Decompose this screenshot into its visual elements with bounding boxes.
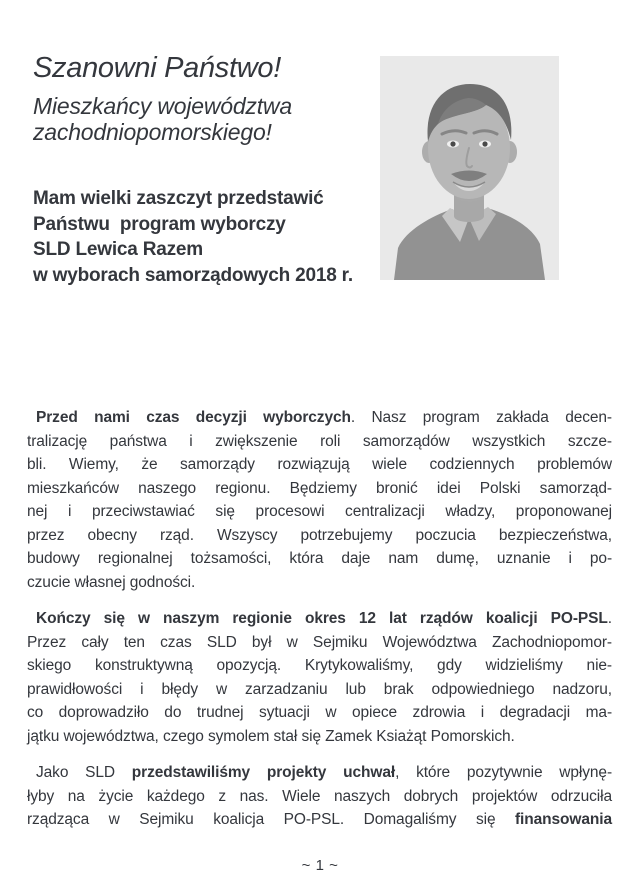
bold-text: Przed nami czas decyzji wyborczych — [36, 409, 351, 426]
text-line — [27, 725, 612, 749]
paragraph — [27, 406, 612, 594]
regular-text: mieszkańców naszego regionu. Będziemy bronić idei Polski samorząd- — [27, 479, 612, 497]
body-text — [27, 406, 612, 845]
regular-text: czucie własnej godności. — [27, 573, 196, 591]
intro-line: Państwu program wyborczy — [33, 213, 286, 235]
text-line — [27, 785, 612, 809]
regular-text: skiego konstruktywną opozycją. Krytykowaliśmy, gdy widzieliśmy nie- — [27, 657, 612, 674]
regular-text: . — [607, 610, 612, 627]
portrait-photo — [380, 56, 559, 280]
text-line — [27, 571, 612, 595]
regular-text: bli. Wiemy, że samorządy rozwiązują wiele codziennych problemów — [27, 456, 612, 473]
paragraph — [27, 761, 612, 832]
page-title: Szanowni Państwo! — [33, 52, 281, 84]
regular-text: tralizację państwa i zwiększenie roli samorządów wszystkich szcze- — [27, 432, 612, 450]
text-line — [27, 500, 612, 524]
subtitle-line: Mieszkańcy województwa — [33, 93, 292, 119]
regular-text: co doprowadziło do trudnej sytuacji w opiece zdrowia i degradacji ma- — [27, 704, 612, 721]
page-subtitle — [33, 93, 292, 145]
text-line — [27, 607, 612, 631]
intro-line: Mam wielki zaszczyt przedstawić — [33, 188, 324, 209]
text-line — [27, 406, 612, 430]
text-line — [27, 761, 612, 785]
regular-text: przez obecny rząd. Wszyscy potrzebujemy poczucia bezpieczeństwa, — [27, 526, 612, 544]
text-line — [27, 654, 612, 678]
paragraph — [27, 607, 612, 748]
bold-text: przedstawiliśmy projekty uchwał — [131, 764, 396, 781]
page-number: ~ 1 ~ — [301, 857, 339, 874]
text-line — [27, 701, 612, 725]
intro-text — [33, 186, 353, 288]
regular-text: jątku województwa, czego symolem stał się Zamek Ksiażąt Pomorskich. — [27, 727, 515, 745]
regular-text: prawidłowości i błędy w zarzadzaniu lub brak odpowiedniego nadzoru, — [27, 680, 612, 698]
intro-line: w wyborach samorządowych 2018 r. — [33, 264, 353, 286]
text-line — [27, 453, 612, 477]
text-line — [27, 430, 612, 454]
text-line — [27, 808, 612, 832]
regular-text: Jako SLD — [36, 764, 132, 781]
bold-text: Kończy się w naszym regionie okres 12 lat rządów koalicji PO-PSL — [36, 610, 608, 627]
text-line — [27, 547, 612, 571]
regular-text: budowy regionalnej tożsamości, która daje nam dumę, uznanie i po- — [27, 550, 612, 567]
text-line — [27, 631, 612, 655]
regular-text: łyby na życie każdego z nas. Wiele naszych dobrych projektów odrzuciła — [27, 787, 612, 805]
regular-text: Przez cały ten czas SLD był w Sejmiku Województwa Zachodniopomor- — [27, 633, 612, 651]
portrait-photo-graphic — [380, 56, 559, 280]
regular-text: nej i przeciwstawiać się procesowi centralizacji władzy, proponowanej — [27, 503, 612, 520]
regular-text: , które pozytywnie wpłynę- — [395, 764, 613, 781]
bold-text: finansowania — [515, 811, 612, 828]
regular-text: rządząca w Sejmiku koalicja PO-PSL. Domagaliśmy się — [27, 811, 515, 828]
text-line — [27, 524, 612, 548]
text-line — [27, 678, 612, 702]
regular-text: . Nasz program zakłada decen- — [350, 409, 612, 426]
text-line — [27, 477, 612, 501]
intro-line: SLD Lewica Razem — [33, 239, 203, 260]
subtitle-line: zachodniopomorskiego! — [33, 119, 272, 145]
